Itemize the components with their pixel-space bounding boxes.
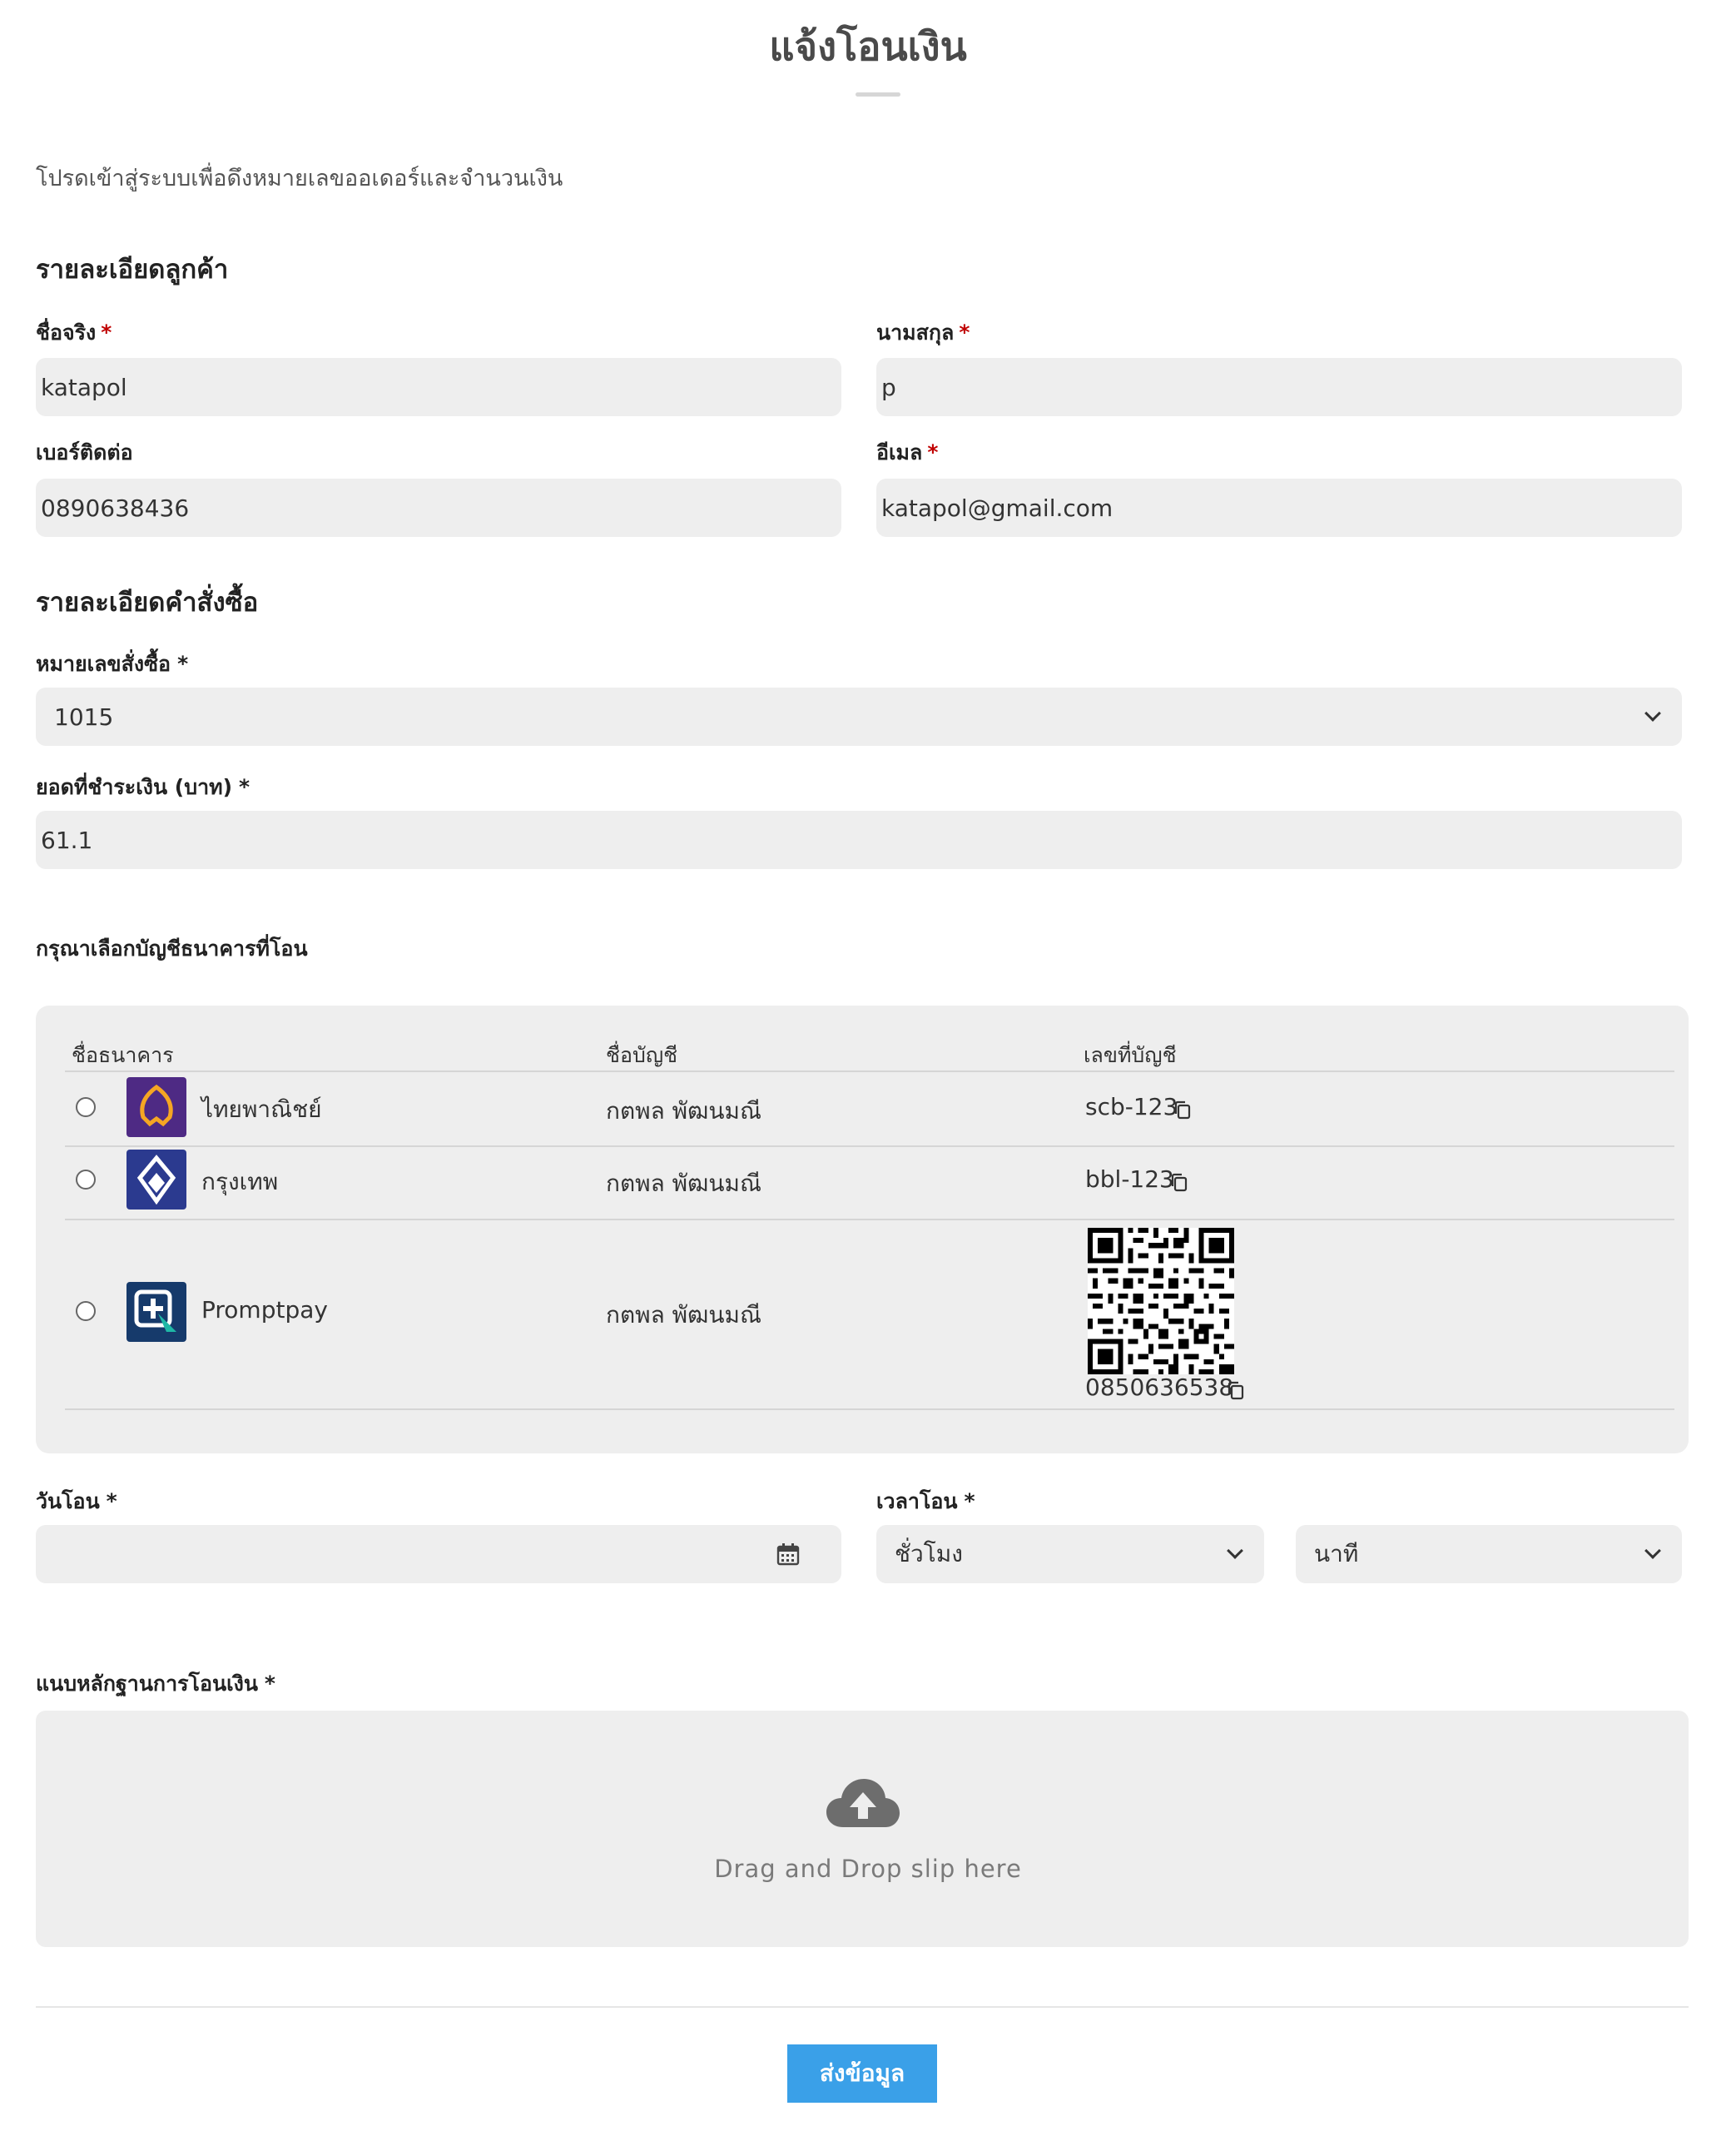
order-section-title: รายละเอียดคำสั่งซื้อ [36, 588, 259, 618]
hour-select[interactable]: ชั่วโมง [876, 1525, 1264, 1583]
account-number-promptpay: 0850636538 [1085, 1373, 1234, 1401]
phone-input[interactable]: 0890638436 [36, 479, 841, 537]
bank-radio-bbl[interactable] [76, 1170, 96, 1190]
copy-icon[interactable] [1173, 1100, 1192, 1120]
scb-logo-icon [126, 1077, 186, 1137]
account-number-column-header: เลขที่บัญชี [1084, 1043, 1177, 1067]
account-name-column-header: ชื่อบัญชี [606, 1043, 678, 1067]
transfer-time-label: เวลาโอน * [876, 1489, 975, 1513]
bank-name-bbl: กรุงเทพ [201, 1168, 279, 1195]
slip-dropzone[interactable] [36, 1711, 1689, 1947]
title-underline [856, 92, 900, 97]
table-divider [65, 1219, 1674, 1220]
promptpay-qr-code [1087, 1228, 1235, 1374]
last-name-label: นามสกุล * [876, 320, 970, 345]
bank-table-panel [36, 1006, 1689, 1453]
bank-name-scb: ไทยพาณิชย์ [201, 1095, 322, 1123]
submit-button[interactable]: ส่งข้อมูล [787, 2044, 937, 2103]
promptpay-logo-icon [126, 1282, 186, 1342]
first-name-label: ชื่อจริง * [36, 320, 112, 345]
chevron-down-icon [1644, 1542, 1661, 1559]
transfer-date-input[interactable] [36, 1525, 841, 1583]
customer-section-title: รายละเอียดลูกค้า [36, 255, 229, 285]
email-label: อีเมล * [876, 440, 939, 464]
copy-icon[interactable] [1170, 1173, 1188, 1193]
email-input[interactable]: katapol@gmail.com [876, 479, 1682, 537]
phone-label: เบอร์ติดต่อ [36, 440, 133, 464]
table-divider [65, 1070, 1674, 1072]
last-name-input[interactable]: p [876, 358, 1682, 416]
bank-column-header: ชื่อธนาคาร [72, 1043, 174, 1067]
table-divider [65, 1408, 1674, 1410]
upload-label: แนบหลักฐานการโอนเงิน * [36, 1672, 275, 1696]
account-name-promptpay: กตพล พัฒนมณี [606, 1301, 761, 1329]
transfer-date-label: วันโอน * [36, 1489, 117, 1513]
first-name-input[interactable]: katapol [36, 358, 841, 416]
dropzone-text: Drag and Drop slip here [714, 1855, 1022, 1883]
bank-radio-promptpay[interactable] [76, 1301, 96, 1321]
order-number-label: หมายเลขสั่งซื้อ * [36, 652, 189, 676]
account-number-scb: scb-123 [1085, 1093, 1178, 1120]
page-title: แจ้งโอนเงิน [769, 24, 967, 70]
chevron-down-icon [1644, 705, 1661, 722]
bank-select-label: กรุณาเลือกบัญชีธนาคารที่โอน [36, 936, 308, 961]
amount-input[interactable]: 61.1 [36, 811, 1682, 869]
minute-select[interactable]: นาที [1296, 1525, 1682, 1583]
table-divider [65, 1145, 1674, 1147]
bank-radio-scb[interactable] [76, 1097, 96, 1117]
form-divider [36, 2006, 1689, 2008]
bank-name-promptpay: Promptpay [201, 1296, 328, 1324]
order-number-select[interactable]: 1015 [36, 688, 1682, 746]
chevron-down-icon [1227, 1542, 1243, 1559]
cloud-upload-icon [826, 1777, 900, 1829]
account-number-bbl: bbl-123 [1085, 1165, 1174, 1193]
account-name-scb: กตพล พัฒนมณี [606, 1097, 761, 1125]
login-note: โปรดเข้าสู่ระบบเพื่อดึงหมายเลขออเดอร์และจำนวนเงิน [36, 166, 563, 191]
bbl-logo-icon [126, 1150, 186, 1210]
amount-label: ยอดที่ชำระเงิน (บาท) * [36, 775, 250, 799]
account-name-bbl: กตพล พัฒนมณี [606, 1170, 761, 1197]
copy-icon[interactable] [1227, 1381, 1245, 1401]
calendar-icon[interactable] [776, 1542, 800, 1566]
